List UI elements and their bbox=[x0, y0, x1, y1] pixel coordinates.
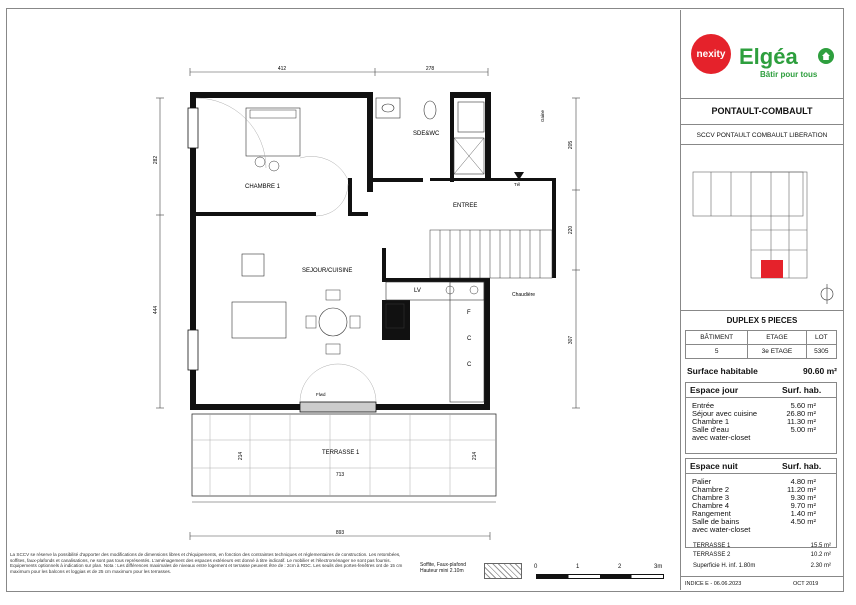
lot-info-table bbox=[685, 330, 837, 359]
scale-0: 0 bbox=[534, 564, 538, 570]
label-f: F bbox=[467, 310, 471, 316]
dim-right-b: 220 bbox=[568, 225, 574, 235]
scale-1: 1 bbox=[576, 564, 580, 570]
surface-value: 90.60 m² bbox=[802, 366, 837, 376]
jour-row-label: Entrée bbox=[692, 401, 715, 410]
soffit-line-1: Soffite, Faux-plafond bbox=[420, 562, 467, 568]
nuit-row-label: Chambre 3 bbox=[692, 493, 730, 502]
room-terrasse-1: TERRASSE 1 bbox=[322, 450, 360, 456]
floor-plan-drawing bbox=[10, 10, 680, 588]
floor-plan bbox=[10, 10, 680, 588]
ext-row-label: Superficie H. inf. 1.80m bbox=[693, 563, 756, 569]
soffit-line-2: Hauteur mini 2.10m bbox=[420, 568, 464, 574]
walls bbox=[190, 92, 556, 410]
espace-nuit-col: Surf. hab. bbox=[782, 461, 822, 471]
label-gaine: Gaine bbox=[540, 109, 545, 122]
soffit-legend bbox=[420, 562, 466, 574]
dim-top-right: 278 bbox=[425, 66, 435, 72]
indice: INDICE E - 06.06.2023 bbox=[685, 581, 742, 587]
scale-bar bbox=[530, 562, 670, 586]
label-c-1: C bbox=[467, 336, 472, 342]
jour-row-label: Salle d'eau bbox=[692, 425, 729, 434]
room-entree: ENTREE bbox=[453, 203, 478, 209]
label-c-2: C bbox=[467, 362, 472, 368]
key-plan bbox=[691, 150, 839, 310]
lot-title: DUPLEX 5 PIECES bbox=[726, 316, 798, 325]
nuit-row-value: 11.20 m² bbox=[786, 485, 816, 494]
nuit-row-value: 4.80 m² bbox=[790, 477, 816, 486]
city-title: PONTAULT-COMBAULT bbox=[711, 106, 813, 116]
dim-left-upper: 282 bbox=[153, 155, 159, 165]
value-etage: 3e ETAGE bbox=[748, 345, 806, 359]
value-batiment: 5 bbox=[686, 345, 748, 359]
dim-top-left: 412 bbox=[277, 66, 287, 72]
house-icon bbox=[818, 48, 834, 64]
nuit-row-label: Salle de bains bbox=[692, 517, 740, 526]
value-lot: 5305 bbox=[806, 345, 836, 359]
header-etage: ETAGE bbox=[748, 331, 806, 345]
surface-habitable bbox=[687, 366, 837, 376]
title-block bbox=[680, 10, 843, 590]
nexity-logo: nexity bbox=[691, 34, 731, 74]
footer-bar bbox=[681, 576, 843, 587]
espace-jour-title: Espace jour bbox=[690, 385, 739, 395]
ext-row-value: 2.30 m² bbox=[810, 563, 831, 569]
nuit-row-value: 4.50 m² bbox=[790, 517, 816, 526]
espace-jour-section bbox=[685, 382, 837, 454]
header-lot: LOT bbox=[806, 331, 836, 345]
exterior-surfaces-2 bbox=[693, 562, 831, 571]
jour-row-label: Séjour avec cuisine bbox=[692, 409, 758, 418]
nuit-row-label: Rangement bbox=[692, 509, 731, 518]
dim-left-lower: 444 bbox=[153, 305, 159, 315]
nuit-row-value: 9.70 m² bbox=[790, 501, 816, 510]
label-flwd: Flwd bbox=[316, 392, 326, 397]
date: OCT 2019 bbox=[793, 581, 819, 587]
nuit-row-value: 1.40 m² bbox=[790, 509, 816, 518]
label-lv: LV bbox=[414, 288, 421, 294]
scale-2: 2 bbox=[618, 564, 622, 570]
staircase bbox=[430, 230, 552, 278]
ext-row-label: TERRASSE 2 bbox=[693, 552, 731, 558]
jour-row-value: 26.80 m² bbox=[786, 409, 816, 418]
dim-right-a: 205 bbox=[568, 140, 574, 150]
header-batiment: BÂTIMENT bbox=[686, 331, 748, 345]
exterior-surfaces bbox=[693, 542, 831, 560]
ext-row-value: 15.5 m² bbox=[810, 543, 831, 549]
nuit-row-label: Chambre 2 bbox=[692, 485, 730, 494]
scale-3: 3m bbox=[654, 564, 663, 570]
nuit-row-label: Palier bbox=[692, 477, 712, 486]
ext-row-label: TERRASSE 1 bbox=[693, 543, 731, 549]
logo-area bbox=[681, 10, 843, 99]
label-chaudiere: Chaudière bbox=[512, 292, 536, 298]
dim-terrace-side-2: 214 bbox=[472, 451, 478, 461]
elgea-tagline: Bâtir pour tous bbox=[760, 70, 818, 79]
nuit-row-value: 9.30 m² bbox=[790, 493, 816, 502]
room-sde-wc: SDE&WC bbox=[413, 131, 440, 137]
jour-row-label: avec water-closet bbox=[692, 433, 751, 442]
soffit-hatch-swatch bbox=[484, 563, 522, 579]
label-tel: Tél bbox=[514, 182, 521, 187]
sccv-name: SCCV PONTAULT COMBAULT LIBERATION bbox=[696, 132, 828, 139]
ext-row-value: 10.2 m² bbox=[810, 552, 831, 558]
legal-note: La SCCV se réserve la possibilité d'apporter des modifications de dimensions libres et d'équipements, en fonction des contraintes techniques et réglementaires de construction. Les retombées, soffites, faux-plafonds et canalisations, ne sont pas tous représentés. L'aménagement des espaces extérieurs est donné à titre indicatif. Le mobilier et l'électroménager ne sont pas fournis. Equipements optionnels à indication sur plan. Nota : Les différences maximales de niveaux entre logement et terrasse peuvent être de : 2cm à RDC. Les seuils des portes-fenêtres ont de 15 cm maximum pour les balcons et loggias et de 25 cm maximum pour les terrasses. bbox=[10, 552, 403, 574]
dim-bottom: 893 bbox=[335, 530, 345, 536]
nuit-row-label: avec water-closet bbox=[692, 525, 751, 534]
elgea-logo: Elgéa bbox=[739, 44, 798, 69]
dim-right-c: 307 bbox=[568, 335, 574, 345]
jour-row-value: 11.30 m² bbox=[786, 417, 816, 426]
surface-label: Surface habitable bbox=[687, 366, 758, 376]
jour-row-label: Chambre 1 bbox=[692, 417, 730, 426]
jour-row-value: 5.60 m² bbox=[790, 401, 816, 410]
jour-row-value: 5.00 m² bbox=[790, 425, 816, 434]
espace-jour-col: Surf. hab. bbox=[782, 385, 822, 395]
room-chambre-1: CHAMBRE 1 bbox=[245, 184, 281, 190]
nuit-row-label: Chambre 4 bbox=[692, 501, 730, 510]
dim-terrace-side: 214 bbox=[238, 451, 244, 461]
espace-nuit-section bbox=[685, 458, 837, 548]
room-sejour-cuisine: SEJOUR/CUISINE bbox=[302, 268, 353, 274]
dim-terrace: 713 bbox=[335, 472, 345, 478]
espace-nuit-title: Espace nuit bbox=[690, 461, 738, 471]
